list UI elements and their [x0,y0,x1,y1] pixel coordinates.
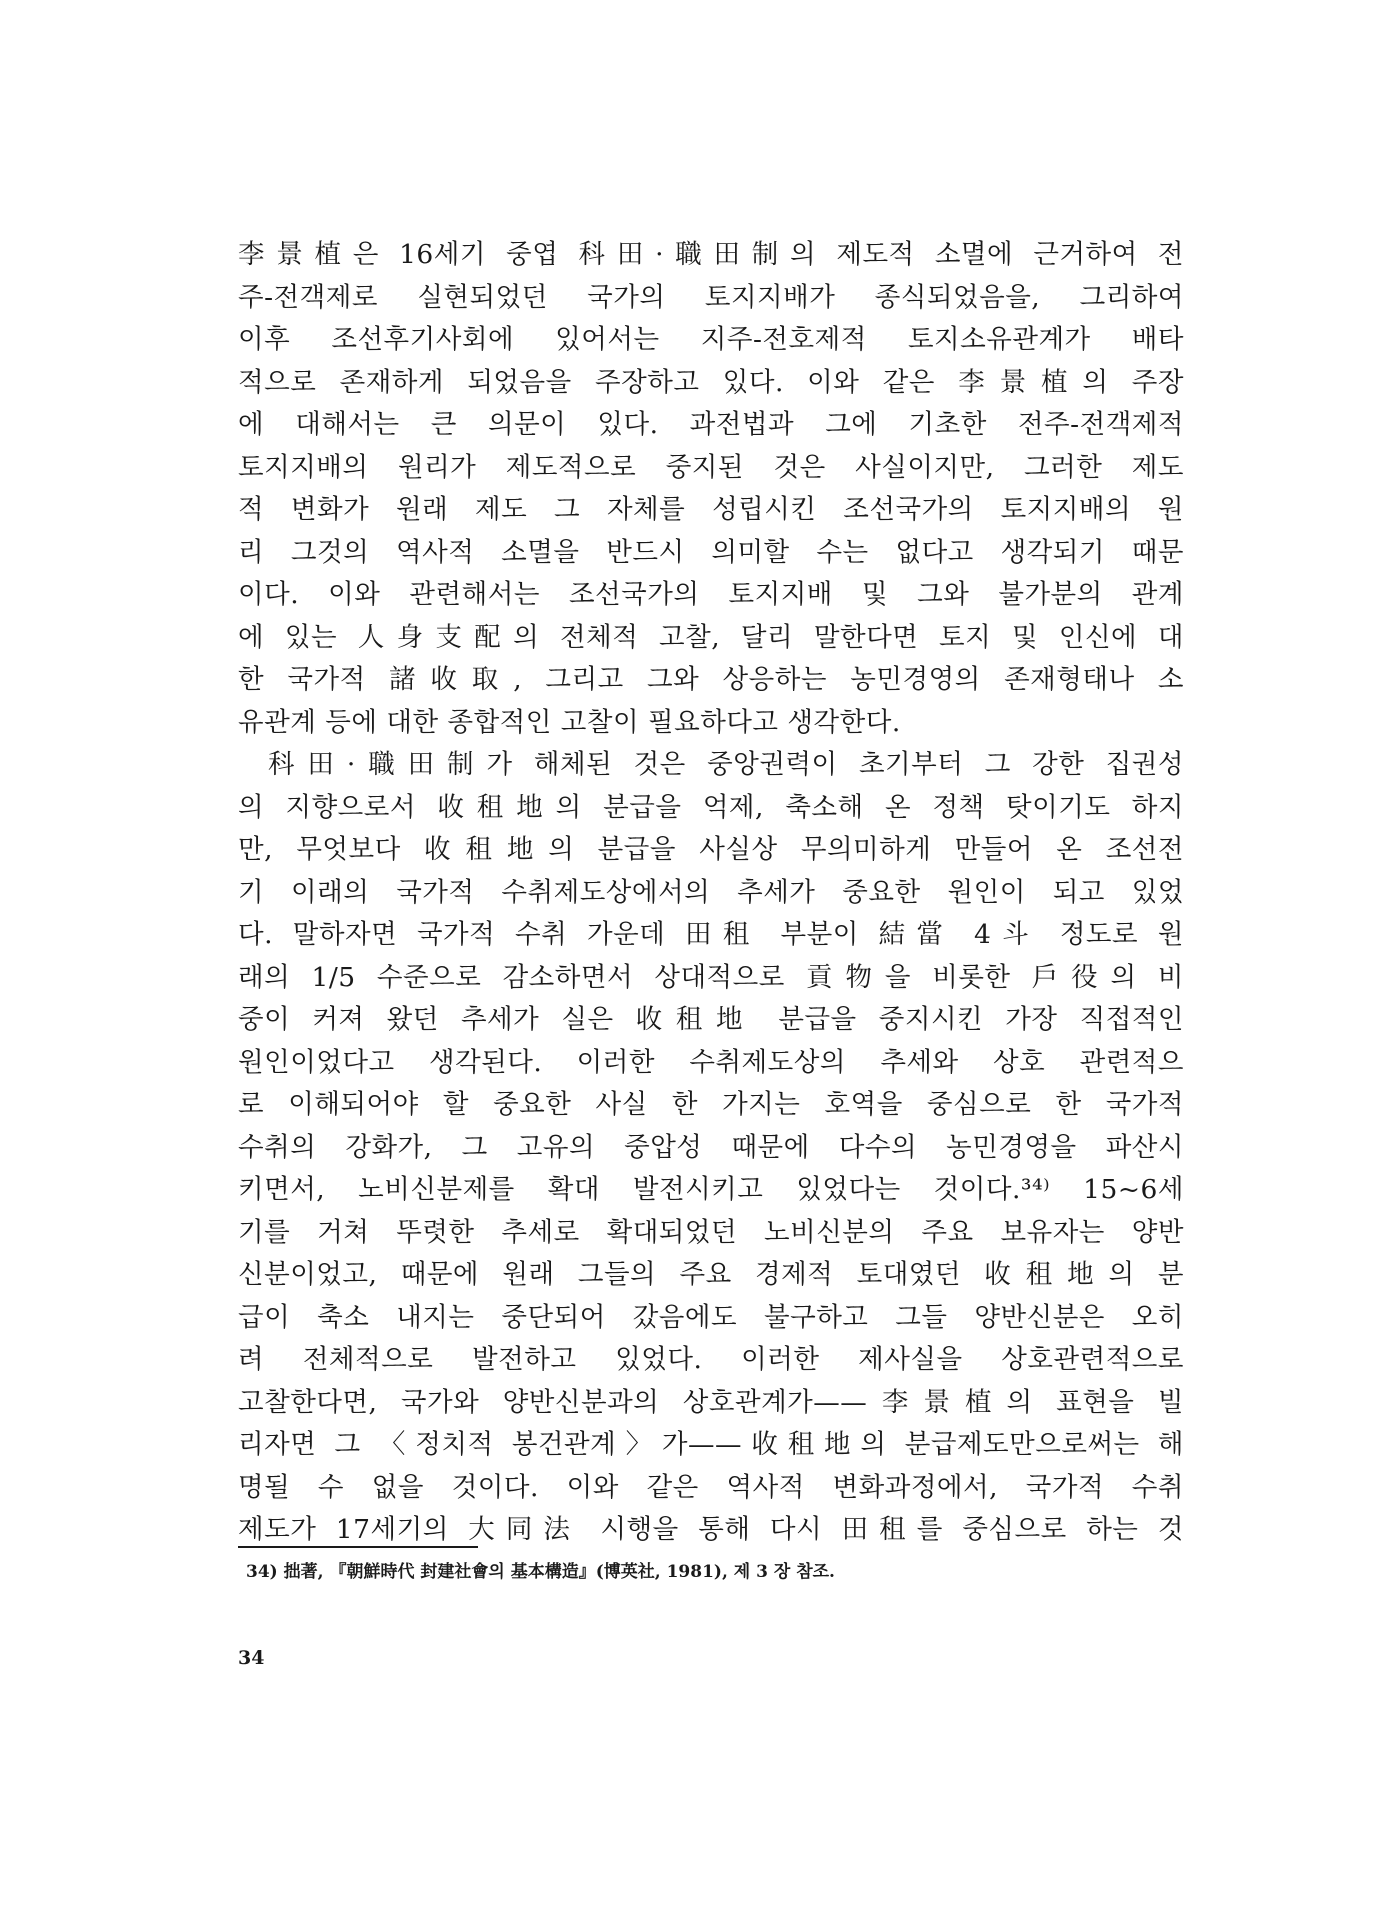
text-line: 적 변화가 원래 제도 그 자체를 성립시킨 조선국가의 토지지배의 원 [238,494,1184,525]
text-line: 다. 말하자면 국가적 수취 가운데 田租 부분이 結當 4斗 정도로 원 [238,919,1184,950]
text-line: 주-전객제로 실현되었던 국가의 토지지배가 종식되었음을, 그리하여 [238,281,1184,313]
body-text [238,234,1184,1552]
footnote: 34) 拙著, 『朝鮮時代 封建社會의 基本構造』(博英社, 1981), 제 3 장 참조. [246,1562,835,1582]
text-line: 만, 무엇보다 收租地의 분급을 사실상 무의미하게 만들어 온 조선전 [238,834,1184,865]
text-line: 리자면 그 〈정치적 봉건관계〉가——收租地의 분급제도만으로써는 해 [238,1429,1184,1460]
text-line: 리 그것의 역사적 소멸을 반드시 의미할 수는 없다고 생각되기 때문 [238,536,1184,568]
text-line: 에 대해서는 큰 의문이 있다. 과전법과 그에 기초한 전주-전객제적 [238,409,1184,440]
page-number: 34 [238,1647,265,1669]
text-line: 유관계 등에 대한 종합적인 고찰이 필요하다고 생각한다. [238,706,901,738]
text-line: 의 지향으로서 收租地의 분급을 억제, 축소해 온 정책 탓이기도 하지 [238,791,1184,823]
text-line: 키면서, 노비신분제를 확대 발전시키고 있었다는 것이다.³⁴⁾ 15~6세 [238,1174,1184,1205]
text-line: 중이 커져 왔던 추세가 실은 收租地 분급을 중지시킨 가장 직접적인 [238,1004,1184,1035]
text-line: 이후 조선후기사회에 있어서는 지주-전호제적 토지소유관계가 배타 [238,324,1184,355]
text-line: 려 전체적으로 발전하고 있었다. 이러한 제사실을 상호관련적으로 [238,1344,1184,1375]
text-line: 고찰한다면, 국가와 양반신분과의 상호관계가——李景植의 표현을 빌 [238,1386,1184,1418]
text-line: 기 이래의 국가적 수취제도상에서의 추세가 중요한 원인이 되고 있었 [238,876,1184,908]
text-line: 명될 수 없을 것이다. 이와 같은 역사적 변화과정에서, 국가적 수취 [238,1471,1184,1503]
text-line: 한 국가적 諸收取, 그리고 그와 상응하는 농민경영의 존재형태나 소 [238,664,1184,695]
text-line: 적으로 존재하게 되었음을 주장하고 있다. 이와 같은 李景植의 주장 [238,366,1184,398]
text-line: 이다. 이와 관련해서는 조선국가의 토지지배 및 그와 불가분의 관계 [238,579,1184,610]
footnote-divider [238,1546,478,1548]
text-line: 科田·職田制가 해체된 것은 중앙권력이 초기부터 그 강한 집권성 [268,749,1184,780]
text-line: 급이 축소 내지는 중단되어 갔음에도 불구하고 그들 양반신분은 오히 [238,1301,1184,1333]
text-line: 수취의 강화가, 그 고유의 중압성 때문에 다수의 농민경영을 파산시 [238,1131,1184,1163]
text-line: 원인이었다고 생각된다. 이러한 수취제도상의 추세와 상호 관련적으 [238,1046,1184,1078]
text-line: 에 있는 人身支配의 전체적 고찰, 달리 말한다면 토지 및 인신에 대 [238,621,1184,653]
text-line: 신분이었고, 때문에 원래 그들의 주요 경제적 토대였던 收租地의 분 [238,1259,1184,1290]
text-line: 토지지배의 원리가 제도적으로 중지된 것은 사실이지만, 그러한 제도 [238,451,1184,483]
text-line: 기를 거쳐 뚜렷한 추세로 확대되었던 노비신분의 주요 보유자는 양반 [238,1216,1184,1248]
text-line: 래의 1/5 수준으로 감소하면서 상대적으로 貢物을 비롯한 戶役의 비 [238,961,1184,993]
text-line: 제도가 17세기의 大同法 시행을 통해 다시 田租를 중심으로 하는 것 [238,1514,1184,1545]
text-line: 로 이해되어야 할 중요한 사실 한 가지는 호역을 중심으로 한 국가적 [238,1089,1184,1120]
text-line: 李景植은 16세기 중엽 科田·職田制의 제도적 소멸에 근거하여 전 [238,239,1184,270]
